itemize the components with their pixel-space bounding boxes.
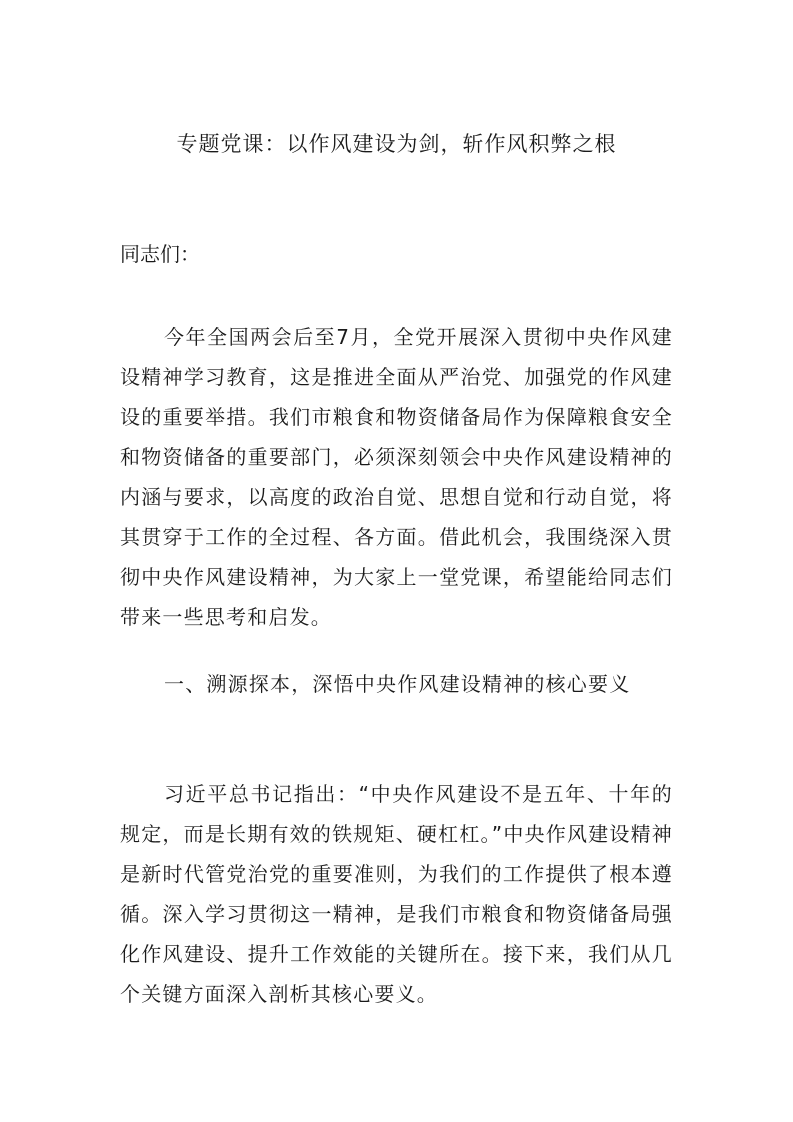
section-heading-1: 一、溯源探本，深悟中央作风建设精神的核心要义 xyxy=(164,672,631,696)
paragraph-section-1: 习近平总书记指出：“中央作风建设不是五年、十年的规定，而是长期有效的铁规矩、硬杠杠。”中央作风建设精神是新时代管党治党的重要准则，为我们的工作提供了根本遵循。深入学习贯彻这一精神，是我们市粮食和物资储备局强化作风建设、提升工作效能的关键所在。接下来，我们从几个关键方面深入剖析其核心要义。 xyxy=(120,782,673,1006)
paragraph-intro: 今年全国两会后至7月，全党开展深入贯彻中央作风建设精神学习教育，这是推进全面从严治党、加强党的作风建设的重要举措。我们市粮食和物资储备局作为保障粮食安全和物资储备的重要部门，必须深刻领会中央作风建设精神的内涵与要求，以高度的政治自觉、思想自觉和行动自觉，将其贯穿于工作的全过程、各方面。借此机会，我围绕深入贯彻中央作风建设精神，为大家上一堂党课，希望能给同志们带来一些思考和启发。 xyxy=(120,325,673,629)
salutation: 同志们： xyxy=(120,242,200,266)
document-title: 专题党课：以作风建设为剑，斩作风积弊之根 xyxy=(176,132,617,156)
